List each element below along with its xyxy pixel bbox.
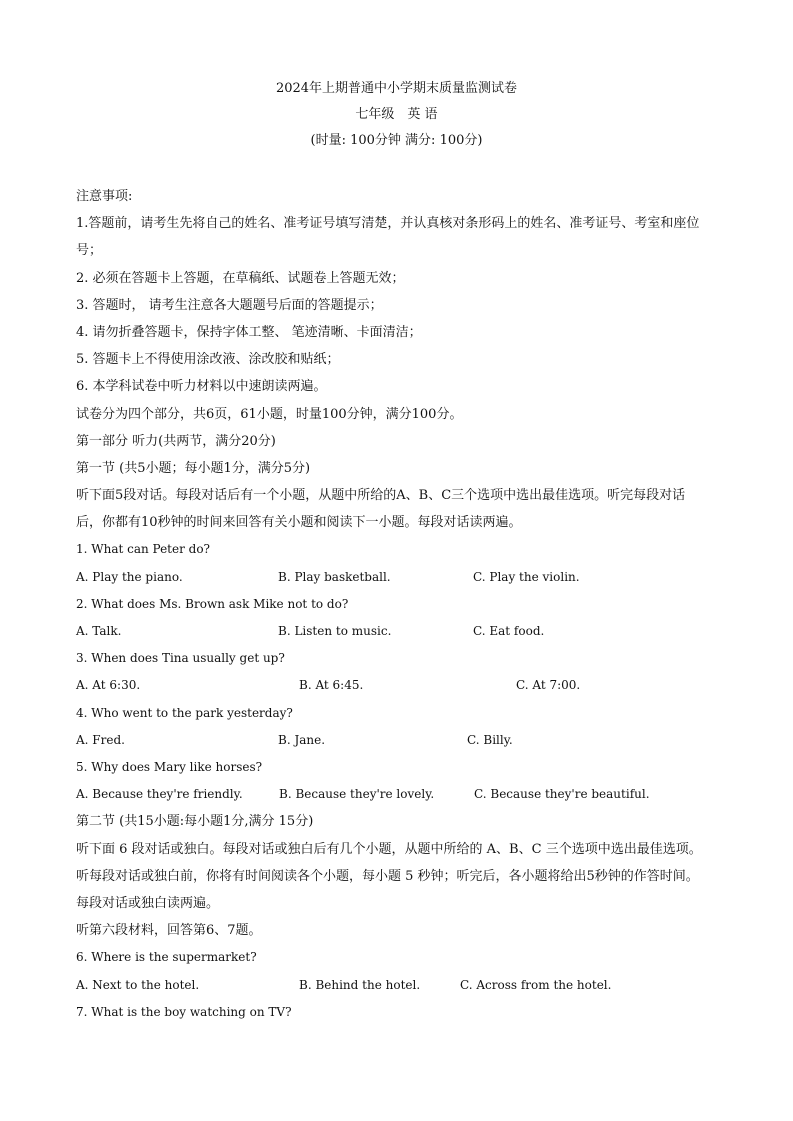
question-1: 1. What can Peter do? [76, 542, 210, 557]
question-3-options [76, 672, 706, 699]
option-b: B. Listen to music. [278, 624, 392, 639]
notice-item-2: 2. 必须在答题卡上答题，在草稿纸、试题卷上答题无效； [76, 270, 405, 286]
option-c: C. Because they're beautiful. [474, 787, 650, 802]
question-4-options [76, 727, 706, 754]
part1-title: 第一部分 听力(共两节，满分20分) [76, 433, 276, 449]
option-c: C. At 7:00. [516, 678, 581, 693]
question-4: 4. Who went to the park yesterday? [76, 705, 293, 720]
exam-title: 2024年上期普通中小学期末质量监测试卷 [275, 81, 518, 96]
question-5-options [76, 781, 706, 808]
notice-item-4: 4. 请勿折叠答题卡，保持字体工整、 笔迹清晰、卡面清洁； [76, 324, 422, 340]
option-a: A. Because they're friendly. [76, 787, 243, 802]
notice-item-1: 1.答题前，请考生先将自己的姓名、准考证号填写清楚，并认真核对条形码上的姓名、准考证号、考室和座位号； [76, 216, 700, 259]
question-2-options [76, 618, 706, 645]
material-intro: 听第六段材料，回答第6、7题。 [76, 923, 262, 939]
question-5: 5. Why does Mary like horses? [76, 759, 263, 774]
section2-title: 第二节 (共15小题:每小题1分,满分 15分) [76, 814, 314, 830]
option-c: C. Play the violin. [473, 569, 580, 584]
option-b: B. At 6:45. [299, 678, 364, 693]
question-1-options [76, 564, 706, 591]
option-b: B. Jane. [278, 732, 326, 747]
section1-instructions: 听下面5段对话。每段对话后有一个小题，从题中所给的A、B、C三个选项中选出最佳选项。听完每段对话后，你都有10秒钟的时间来回答有关小题和阅读下一小题。每段对话读两遍。 [76, 488, 686, 531]
option-b: B. Because they're lovely. [279, 787, 435, 802]
notice-item-3: 3. 答题时， 请考生注意各大题题号后面的答题提示； [76, 297, 383, 313]
notice-item-6: 6. 本学科试卷中听力材料以中速朗读两遍。 [76, 379, 327, 395]
section2-instructions: 听下面 6 段对话或独白。每段对话或独白后有几个小题，从题中所给的 A、B、C 三个选项中选出最佳选项。听每段对话或独白前，你将有时间阅读各个小题，每小题 5 秒钟；听完后，各小题将给出5秒钟的作答时间。每段对话或独白读两遍。 [76, 841, 702, 911]
question-6-options [76, 972, 706, 999]
option-b: B. Behind the hotel. [299, 977, 421, 992]
notice-heading: 注意事项: [76, 189, 133, 204]
option-b: B. Play basketball. [278, 569, 391, 584]
question-6: 6. Where is the supermarket? [76, 950, 257, 965]
option-a: A. Fred. [76, 732, 125, 747]
question-2: 2. What does Ms. Brown ask Mike not to do? [76, 596, 349, 611]
exam-header [0, 76, 793, 154]
question-3: 3. When does Tina usually get up? [76, 651, 285, 666]
option-a: A. Play the piano. [76, 569, 183, 584]
option-c: C. Billy. [467, 732, 513, 747]
exam-summary: 试卷分为四个部分，共6页，61小题，时量100分钟，满分100分。 [76, 406, 463, 422]
option-a: A. Talk. [76, 624, 122, 639]
exam-content [76, 183, 706, 1026]
grade-subject: 七年级 英 语 [355, 107, 438, 122]
notice-item-5: 5. 答题卡上不得使用涂改液、涂改胶和贴纸； [76, 352, 340, 368]
section1-title: 第一节 (共5小题；每小题1分，满分5分) [76, 460, 311, 476]
option-c: C. Eat food. [473, 624, 545, 639]
option-a: A. Next to the hotel. [76, 977, 200, 992]
option-a: A. At 6:30. [76, 678, 141, 693]
option-c: C. Across from the hotel. [460, 977, 612, 992]
time-score: (时量: 100分钟 满分: 100分) [310, 133, 483, 148]
question-7: 7. What is the boy watching on TV? [76, 1004, 292, 1019]
